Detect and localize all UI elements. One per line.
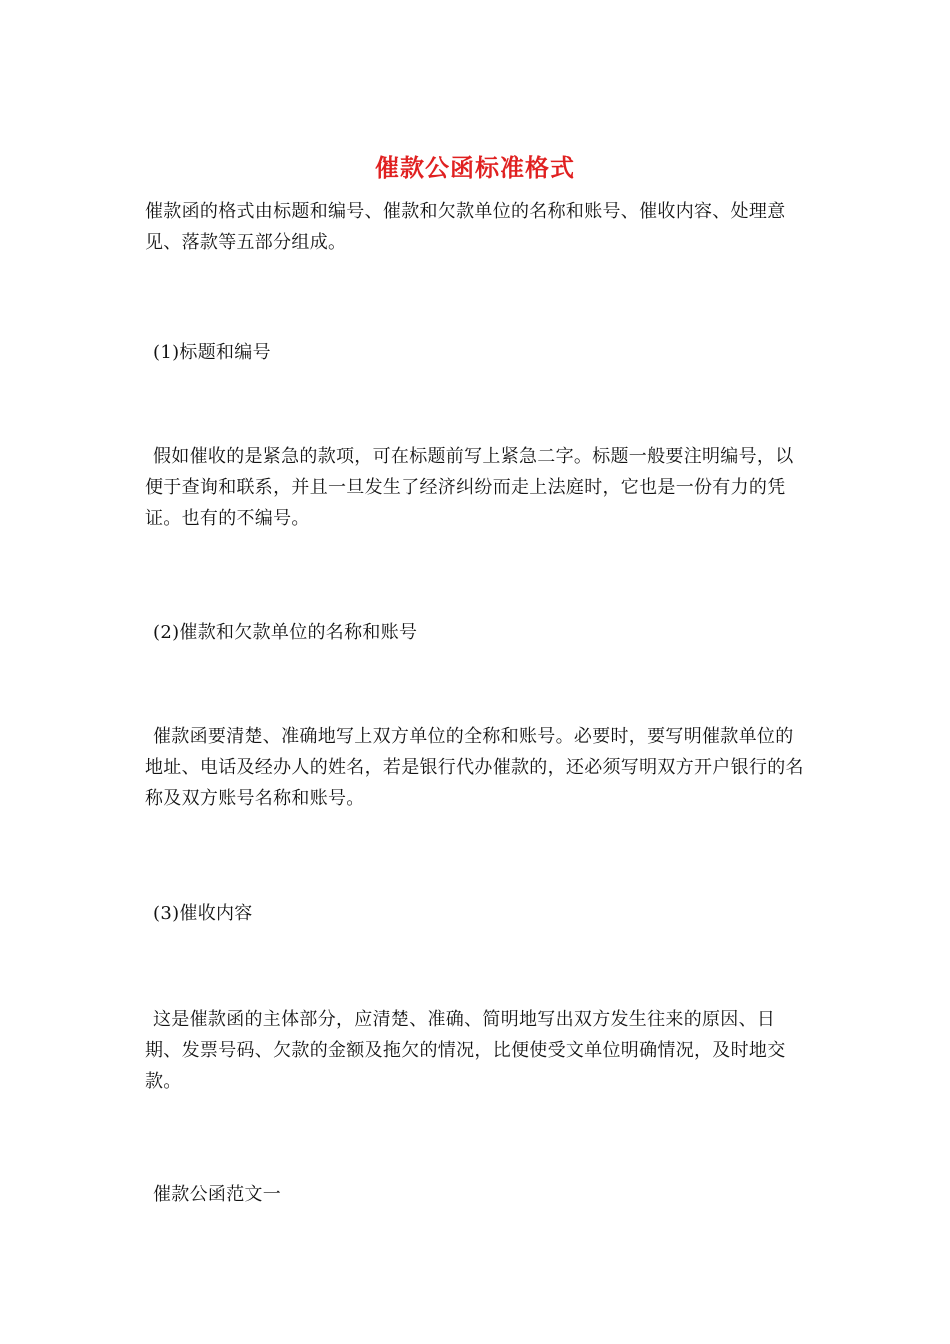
intro-paragraph: 催款函的格式由标题和编号、催款和欠款单位的名称和账号、催收内容、处理意见、落款等五部分组成。: [145, 201, 786, 253]
section-2-heading: (2)催款和欠款单位的名称和账号: [153, 622, 418, 643]
section-2-body: 催款函要清楚、准确地写上双方单位的全称和账号。必要时，要写明催款单位的地址、电话及经办人的姓名，若是银行代办催款的，还必须写明双方开户银行的名称及双方账号名称和账号。: [145, 726, 804, 809]
section-1-body: 假如催收的是紧急的款项，可在标题前写上紧急二字。标题一般要注明编号，以便于查询和联系，并且一旦发生了经济纠纷而走上法庭时，它也是一份有力的凭证。也有的不编号。: [145, 446, 794, 529]
sample-heading: 催款公函范文一: [153, 1184, 282, 1205]
section-3-heading: (3)催收内容: [153, 903, 253, 924]
section-1-heading: (1)标题和编号: [153, 342, 271, 363]
section-3-body: 这是催款函的主体部分，应清楚、准确、简明地写出双方发生往来的原因、日期、发票号码、欠款的金额及拖欠的情况，比便使受文单位明确情况，及时地交款。: [145, 1009, 786, 1092]
document-title: 催款公函标准格式: [375, 153, 575, 182]
